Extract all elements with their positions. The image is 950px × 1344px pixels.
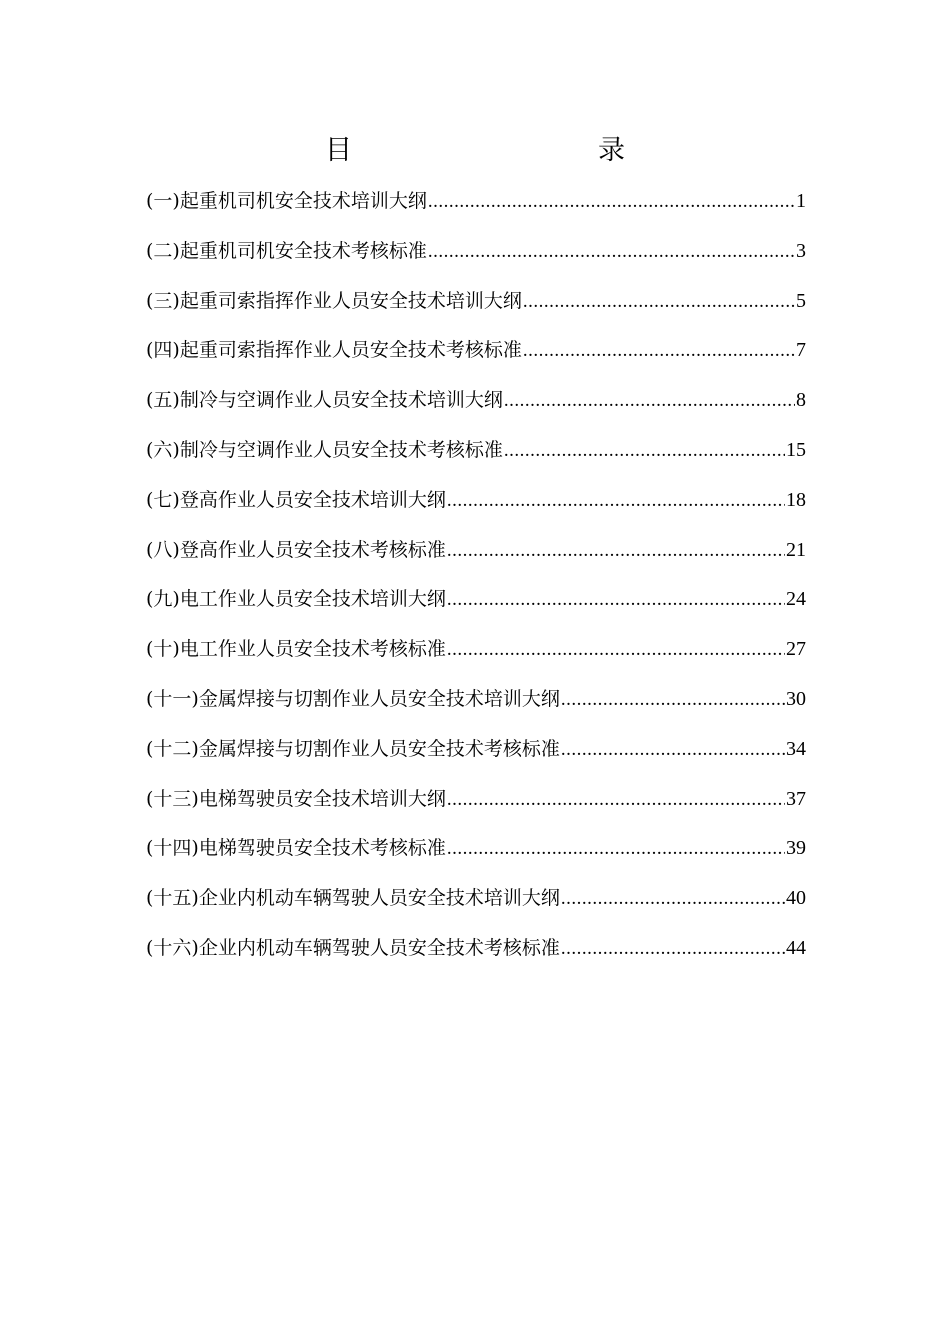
toc-entry-text: (五)制冷与空调作业人员安全技术培训大纲 (146, 389, 503, 412)
toc-leader-dots (447, 580, 785, 620)
toc-entry[interactable] (146, 330, 806, 380)
toc-entry[interactable] (146, 729, 806, 779)
toc-page-number: 18 (786, 488, 806, 511)
toc-title: 目 录 (325, 135, 689, 166)
toc-entry[interactable] (146, 629, 806, 679)
toc-page-number: 24 (786, 588, 806, 611)
toc-entry[interactable] (146, 231, 806, 281)
toc-leader-dots (447, 829, 785, 869)
toc-entry[interactable] (146, 779, 806, 829)
toc-entry-text: (十四)电梯驾驶员安全技术考核标准 (146, 837, 446, 860)
toc-leader-dots (447, 780, 785, 820)
toc-page-number: 1 (796, 190, 806, 212)
toc-leader-dots (523, 282, 795, 322)
toc-page-number: 3 (796, 239, 806, 262)
toc-entry[interactable] (146, 579, 806, 629)
toc-entry-text: (四)起重司索指挥作业人员安全技术考核标准 (146, 339, 522, 362)
toc-leader-dots (561, 730, 785, 770)
toc-list (146, 181, 806, 978)
toc-leader-dots (447, 481, 785, 521)
toc-entry[interactable] (146, 181, 806, 231)
toc-leader-dots (504, 431, 785, 471)
toc-entry[interactable] (146, 281, 806, 331)
toc-entry[interactable] (146, 878, 806, 928)
toc-entry-text: (十五)企业内机动车辆驾驶人员安全技术培训大纲 (146, 887, 560, 910)
toc-entry-text: (九)电工作业人员安全技术培训大纲 (146, 588, 446, 611)
toc-page-number: 5 (796, 289, 806, 312)
toc-entry-text: (八)登高作业人员安全技术考核标准 (146, 538, 446, 561)
toc-entry[interactable] (146, 380, 806, 430)
toc-entry-text: (十六)企业内机动车辆驾驶人员安全技术考核标准 (146, 936, 560, 959)
toc-entry-text: (六)制冷与空调作业人员安全技术考核标准 (146, 438, 503, 461)
toc-leader-dots (447, 630, 785, 670)
toc-page-number: 30 (786, 687, 806, 710)
toc-leader-dots (523, 331, 795, 371)
toc-entry-text: (十)电工作业人员安全技术考核标准 (146, 638, 446, 661)
toc-page-number: 34 (786, 737, 806, 760)
toc-page-number: 8 (796, 389, 806, 412)
toc-page-number: 39 (786, 837, 806, 860)
toc-entry[interactable] (146, 928, 806, 978)
toc-leader-dots (561, 879, 785, 919)
toc-leader-dots (561, 680, 785, 720)
toc-entry-text: (七)登高作业人员安全技术培训大纲 (146, 488, 446, 511)
toc-entry-text: (二)起重机司机安全技术考核标准 (146, 239, 427, 262)
toc-entry-text: (三)起重司索指挥作业人员安全技术培训大纲 (146, 289, 522, 312)
toc-entry[interactable] (146, 480, 806, 530)
toc-entry-text: (十三)电梯驾驶员安全技术培训大纲 (146, 787, 446, 810)
toc-page-number: 40 (786, 887, 806, 910)
toc-page-number: 15 (786, 438, 806, 461)
toc-page-number: 27 (786, 638, 806, 661)
toc-entry[interactable] (146, 828, 806, 878)
toc-page-number: 44 (786, 936, 806, 959)
toc-entry[interactable] (146, 679, 806, 729)
toc-entry[interactable] (146, 430, 806, 480)
toc-entry[interactable] (146, 530, 806, 580)
toc-entry-text: (一)起重机司机安全技术培训大纲 (146, 190, 427, 212)
toc-leader-dots (428, 182, 795, 222)
toc-leader-dots (504, 381, 795, 421)
toc-page-number: 7 (796, 339, 806, 362)
toc-page-number: 21 (786, 538, 806, 561)
toc-leader-dots (561, 929, 785, 969)
toc-entry-text: (十一)金属焊接与切割作业人员安全技术培训大纲 (146, 687, 560, 710)
toc-entry-text: (十二)金属焊接与切割作业人员安全技术考核标准 (146, 737, 560, 760)
toc-page-number: 37 (786, 787, 806, 810)
toc-leader-dots (428, 232, 795, 272)
toc-leader-dots (447, 531, 785, 571)
